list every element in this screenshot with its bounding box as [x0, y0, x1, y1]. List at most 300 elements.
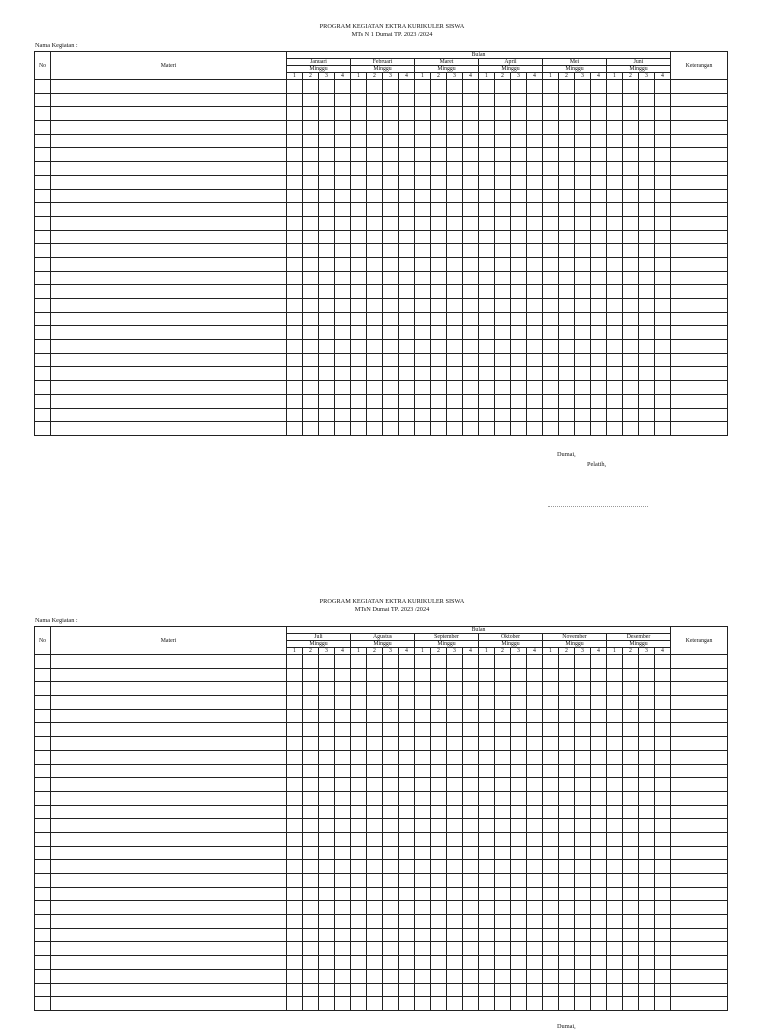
- week-cell: [575, 696, 591, 710]
- week-cell: [447, 326, 463, 340]
- table-row: [35, 230, 728, 244]
- week-cell: [383, 764, 399, 778]
- week-cell: [335, 216, 351, 230]
- week-cell: [527, 832, 543, 846]
- minggu-header: Minggu: [479, 66, 543, 73]
- week-cell: [463, 778, 479, 792]
- week-cell: [303, 408, 319, 422]
- week-cell: [591, 340, 607, 354]
- week-cell: [559, 312, 575, 326]
- week-cell: [559, 203, 575, 217]
- week-cell: [495, 162, 511, 176]
- week-cell: [543, 422, 559, 436]
- week-cell: [543, 244, 559, 258]
- week-cell: [335, 381, 351, 395]
- week-number: 4: [463, 73, 479, 80]
- keterangan-cell: [671, 271, 728, 285]
- week-cell: [399, 709, 415, 723]
- week-cell: [511, 764, 527, 778]
- week-cell: [543, 257, 559, 271]
- week-cell: [495, 846, 511, 860]
- week-cell: [399, 750, 415, 764]
- table-row: [35, 244, 728, 258]
- week-cell: [623, 230, 639, 244]
- week-cell: [655, 791, 671, 805]
- week-cell: [431, 956, 447, 970]
- week-cell: [623, 271, 639, 285]
- week-cell: [543, 271, 559, 285]
- keterangan-cell: [671, 230, 728, 244]
- week-cell: [511, 887, 527, 901]
- week-cell: [287, 203, 303, 217]
- week-cell: [431, 162, 447, 176]
- week-cell: [447, 942, 463, 956]
- week-cell: [287, 874, 303, 888]
- week-cell: [383, 887, 399, 901]
- week-cell: [383, 997, 399, 1011]
- column-header-no: No: [35, 627, 51, 655]
- week-cell: [575, 956, 591, 970]
- week-cell: [591, 394, 607, 408]
- week-cell: [607, 134, 623, 148]
- week-cell: [303, 148, 319, 162]
- week-cell: [319, 819, 335, 833]
- week-cell: [383, 874, 399, 888]
- week-cell: [415, 93, 431, 107]
- week-cell: [351, 312, 367, 326]
- week-cell: [495, 805, 511, 819]
- signature-city: Dumai,: [557, 1023, 576, 1030]
- no-cell: [35, 723, 51, 737]
- week-cell: [431, 285, 447, 299]
- no-cell: [35, 230, 51, 244]
- week-cell: [399, 299, 415, 313]
- week-cell: [335, 326, 351, 340]
- week-cell: [479, 764, 495, 778]
- week-cell: [479, 682, 495, 696]
- week-cell: [543, 819, 559, 833]
- week-cell: [655, 422, 671, 436]
- no-cell: [35, 162, 51, 176]
- week-cell: [479, 655, 495, 669]
- week-cell: [399, 340, 415, 354]
- week-cell: [335, 203, 351, 217]
- materi-cell: [51, 846, 287, 860]
- month-header: Juli: [287, 634, 351, 641]
- week-number: 4: [335, 648, 351, 655]
- week-cell: [335, 408, 351, 422]
- week-cell: [367, 709, 383, 723]
- week-cell: [287, 805, 303, 819]
- week-cell: [495, 175, 511, 189]
- month-header: Oktober: [479, 634, 543, 641]
- week-cell: [383, 312, 399, 326]
- week-cell: [335, 655, 351, 669]
- week-cell: [591, 257, 607, 271]
- week-cell: [639, 956, 655, 970]
- week-cell: [399, 367, 415, 381]
- week-cell: [367, 107, 383, 121]
- week-cell: [335, 340, 351, 354]
- week-cell: [527, 271, 543, 285]
- week-cell: [511, 709, 527, 723]
- no-cell: [35, 93, 51, 107]
- week-cell: [527, 682, 543, 696]
- week-cell: [399, 846, 415, 860]
- week-cell: [655, 230, 671, 244]
- week-cell: [527, 148, 543, 162]
- keterangan-cell: [671, 846, 728, 860]
- week-cell: [367, 121, 383, 135]
- week-cell: [319, 121, 335, 135]
- week-cell: [527, 655, 543, 669]
- week-cell: [559, 148, 575, 162]
- week-cell: [655, 203, 671, 217]
- materi-cell: [51, 244, 287, 258]
- week-cell: [351, 983, 367, 997]
- week-cell: [607, 299, 623, 313]
- week-cell: [639, 134, 655, 148]
- week-cell: [335, 148, 351, 162]
- week-cell: [367, 394, 383, 408]
- week-cell: [591, 682, 607, 696]
- week-cell: [575, 887, 591, 901]
- no-cell: [35, 189, 51, 203]
- week-cell: [447, 668, 463, 682]
- week-cell: [623, 93, 639, 107]
- week-cell: [415, 162, 431, 176]
- week-cell: [527, 285, 543, 299]
- week-number: 3: [511, 73, 527, 80]
- week-cell: [575, 353, 591, 367]
- week-cell: [527, 244, 543, 258]
- table-row: [35, 394, 728, 408]
- week-cell: [447, 408, 463, 422]
- week-number: 2: [495, 73, 511, 80]
- week-cell: [495, 408, 511, 422]
- week-cell: [463, 942, 479, 956]
- week-cell: [623, 709, 639, 723]
- week-cell: [559, 682, 575, 696]
- week-cell: [511, 367, 527, 381]
- week-cell: [623, 764, 639, 778]
- week-cell: [463, 682, 479, 696]
- week-cell: [623, 983, 639, 997]
- week-cell: [495, 791, 511, 805]
- week-cell: [559, 80, 575, 94]
- week-cell: [399, 942, 415, 956]
- table-row: [35, 764, 728, 778]
- week-cell: [591, 203, 607, 217]
- week-cell: [287, 257, 303, 271]
- week-cell: [591, 367, 607, 381]
- week-cell: [431, 942, 447, 956]
- week-cell: [383, 175, 399, 189]
- week-cell: [303, 860, 319, 874]
- week-cell: [383, 805, 399, 819]
- week-cell: [463, 299, 479, 313]
- week-cell: [399, 80, 415, 94]
- week-cell: [639, 121, 655, 135]
- week-cell: [383, 394, 399, 408]
- week-number: 3: [639, 73, 655, 80]
- week-cell: [559, 394, 575, 408]
- week-cell: [367, 915, 383, 929]
- week-cell: [303, 80, 319, 94]
- week-cell: [463, 203, 479, 217]
- week-cell: [415, 901, 431, 915]
- week-cell: [447, 422, 463, 436]
- keterangan-cell: [671, 655, 728, 669]
- table-row: [35, 997, 728, 1011]
- week-cell: [511, 655, 527, 669]
- week-cell: [511, 846, 527, 860]
- week-cell: [559, 874, 575, 888]
- week-cell: [655, 832, 671, 846]
- no-cell: [35, 764, 51, 778]
- week-cell: [607, 285, 623, 299]
- week-cell: [415, 285, 431, 299]
- week-cell: [591, 915, 607, 929]
- table-row: [35, 162, 728, 176]
- week-cell: [527, 230, 543, 244]
- minggu-header: Minggu: [351, 641, 415, 648]
- week-cell: [607, 189, 623, 203]
- week-cell: [591, 846, 607, 860]
- week-cell: [303, 887, 319, 901]
- week-cell: [479, 271, 495, 285]
- materi-cell: [51, 353, 287, 367]
- week-cell: [447, 969, 463, 983]
- week-cell: [303, 353, 319, 367]
- week-cell: [479, 107, 495, 121]
- month-header: Desember: [607, 634, 671, 641]
- week-cell: [287, 340, 303, 354]
- week-cell: [511, 915, 527, 929]
- week-cell: [607, 80, 623, 94]
- week-cell: [383, 93, 399, 107]
- week-cell: [575, 668, 591, 682]
- week-cell: [463, 969, 479, 983]
- keterangan-cell: [671, 696, 728, 710]
- week-cell: [447, 819, 463, 833]
- week-cell: [511, 969, 527, 983]
- table-row: [35, 805, 728, 819]
- week-cell: [623, 655, 639, 669]
- week-cell: [559, 326, 575, 340]
- week-cell: [559, 778, 575, 792]
- week-cell: [607, 353, 623, 367]
- document-title: PROGRAM KEGIATAN EKTRA KURIKULER SISWA: [319, 23, 465, 30]
- week-cell: [623, 257, 639, 271]
- week-cell: [287, 915, 303, 929]
- week-cell: [335, 983, 351, 997]
- week-cell: [575, 791, 591, 805]
- week-number: 3: [319, 73, 335, 80]
- week-number: 2: [303, 648, 319, 655]
- week-cell: [399, 285, 415, 299]
- table-row: [35, 203, 728, 217]
- week-cell: [383, 107, 399, 121]
- week-cell: [383, 778, 399, 792]
- week-cell: [367, 696, 383, 710]
- week-cell: [447, 915, 463, 929]
- week-number: 1: [287, 73, 303, 80]
- no-cell: [35, 737, 51, 751]
- minggu-header: Minggu: [607, 66, 671, 73]
- week-cell: [495, 121, 511, 135]
- week-cell: [415, 367, 431, 381]
- materi-cell: [51, 121, 287, 135]
- week-cell: [463, 696, 479, 710]
- week-cell: [447, 162, 463, 176]
- week-cell: [447, 983, 463, 997]
- week-cell: [559, 216, 575, 230]
- week-number: 4: [463, 648, 479, 655]
- week-cell: [335, 257, 351, 271]
- week-cell: [543, 121, 559, 135]
- week-cell: [335, 271, 351, 285]
- week-cell: [287, 668, 303, 682]
- week-cell: [511, 983, 527, 997]
- minggu-header: Minggu: [543, 66, 607, 73]
- week-cell: [287, 230, 303, 244]
- no-cell: [35, 696, 51, 710]
- week-cell: [479, 750, 495, 764]
- signature-city: Dumai,: [557, 451, 576, 458]
- week-cell: [559, 846, 575, 860]
- week-cell: [591, 805, 607, 819]
- week-cell: [383, 408, 399, 422]
- week-cell: [559, 408, 575, 422]
- week-number: 4: [527, 73, 543, 80]
- week-cell: [479, 737, 495, 751]
- week-cell: [575, 162, 591, 176]
- table-row: [35, 422, 728, 436]
- week-cell: [527, 969, 543, 983]
- week-cell: [463, 956, 479, 970]
- week-cell: [655, 805, 671, 819]
- week-cell: [623, 381, 639, 395]
- week-cell: [367, 997, 383, 1011]
- minggu-header: Minggu: [415, 66, 479, 73]
- materi-cell: [51, 655, 287, 669]
- keterangan-cell: [671, 299, 728, 313]
- week-cell: [367, 162, 383, 176]
- week-cell: [607, 408, 623, 422]
- week-cell: [351, 107, 367, 121]
- week-cell: [335, 915, 351, 929]
- week-cell: [479, 928, 495, 942]
- week-cell: [287, 175, 303, 189]
- week-cell: [575, 846, 591, 860]
- week-cell: [511, 696, 527, 710]
- week-cell: [447, 189, 463, 203]
- week-cell: [319, 107, 335, 121]
- week-cell: [463, 805, 479, 819]
- week-cell: [495, 80, 511, 94]
- week-cell: [431, 805, 447, 819]
- week-cell: [575, 915, 591, 929]
- week-cell: [559, 285, 575, 299]
- week-cell: [479, 189, 495, 203]
- week-cell: [511, 148, 527, 162]
- week-cell: [415, 230, 431, 244]
- week-cell: [287, 271, 303, 285]
- week-cell: [511, 791, 527, 805]
- week-cell: [367, 805, 383, 819]
- week-cell: [399, 778, 415, 792]
- week-cell: [559, 162, 575, 176]
- document-title: PROGRAM KEGIATAN EKTRA KURIKULER SISWA: [319, 598, 465, 605]
- week-cell: [607, 791, 623, 805]
- week-cell: [367, 257, 383, 271]
- week-cell: [511, 737, 527, 751]
- week-cell: [511, 312, 527, 326]
- week-cell: [303, 928, 319, 942]
- week-cell: [303, 312, 319, 326]
- week-cell: [495, 737, 511, 751]
- week-cell: [399, 997, 415, 1011]
- week-cell: [351, 764, 367, 778]
- week-cell: [607, 915, 623, 929]
- month-header: Juni: [607, 59, 671, 66]
- no-cell: [35, 915, 51, 929]
- week-cell: [511, 874, 527, 888]
- week-cell: [511, 723, 527, 737]
- week-cell: [367, 175, 383, 189]
- week-cell: [623, 107, 639, 121]
- keterangan-cell: [671, 723, 728, 737]
- keterangan-cell: [671, 353, 728, 367]
- week-cell: [351, 860, 367, 874]
- week-cell: [639, 655, 655, 669]
- week-cell: [383, 162, 399, 176]
- week-cell: [383, 326, 399, 340]
- week-cell: [543, 299, 559, 313]
- week-cell: [367, 216, 383, 230]
- materi-cell: [51, 312, 287, 326]
- week-cell: [607, 709, 623, 723]
- week-cell: [575, 367, 591, 381]
- week-cell: [447, 244, 463, 258]
- minggu-header: Minggu: [607, 641, 671, 648]
- week-cell: [575, 285, 591, 299]
- week-cell: [367, 901, 383, 915]
- week-cell: [415, 860, 431, 874]
- week-cell: [431, 422, 447, 436]
- week-cell: [543, 860, 559, 874]
- week-cell: [543, 696, 559, 710]
- week-cell: [447, 997, 463, 1011]
- materi-cell: [51, 737, 287, 751]
- week-cell: [511, 257, 527, 271]
- week-cell: [607, 216, 623, 230]
- week-cell: [415, 874, 431, 888]
- week-cell: [415, 271, 431, 285]
- week-cell: [495, 655, 511, 669]
- week-cell: [351, 299, 367, 313]
- week-cell: [591, 778, 607, 792]
- table-row: [35, 901, 728, 915]
- week-cell: [495, 422, 511, 436]
- week-cell: [303, 750, 319, 764]
- week-cell: [335, 901, 351, 915]
- week-cell: [351, 326, 367, 340]
- week-cell: [591, 874, 607, 888]
- week-cell: [511, 956, 527, 970]
- materi-cell: [51, 709, 287, 723]
